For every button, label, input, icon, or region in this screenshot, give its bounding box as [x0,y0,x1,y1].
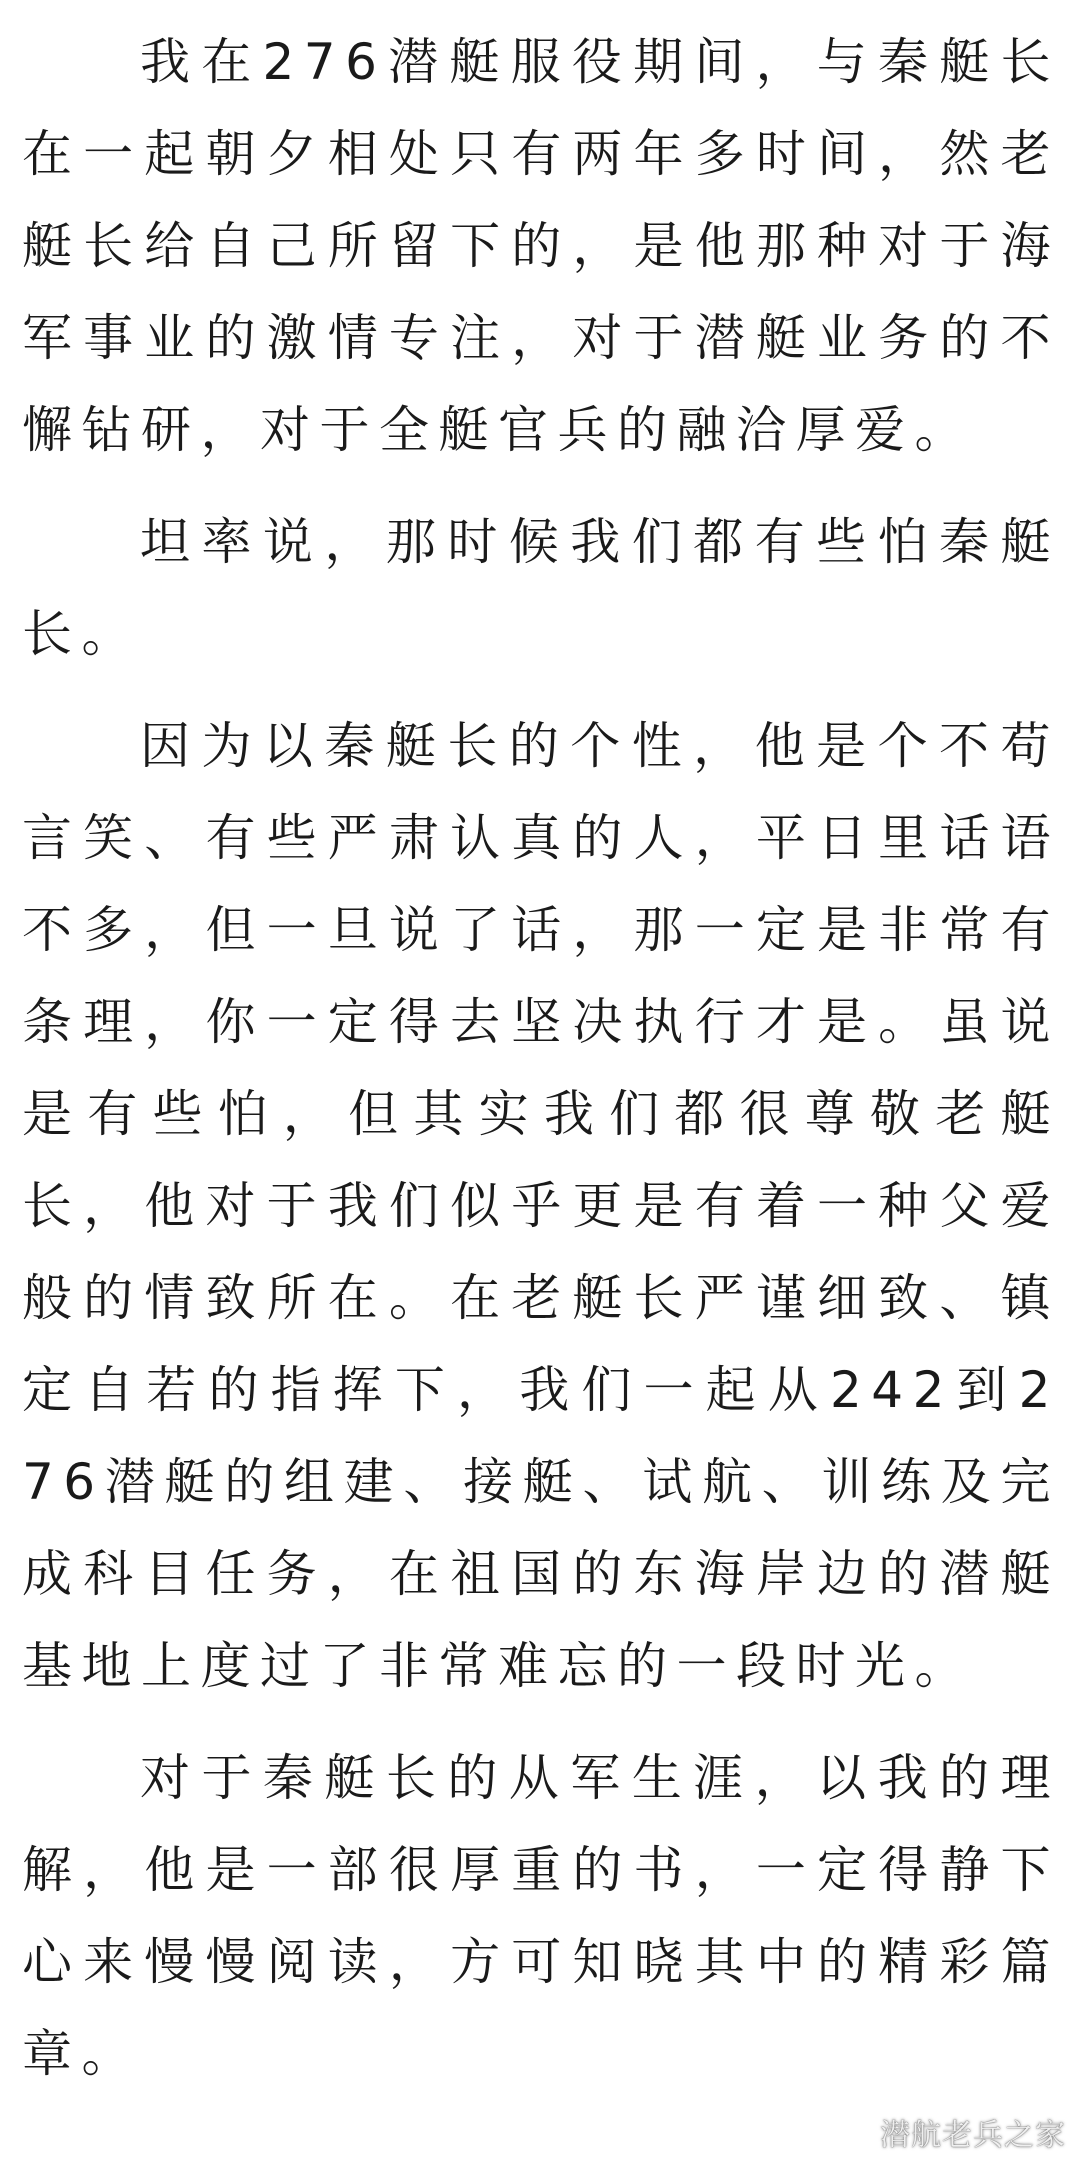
paragraph-1: 我在276潜艇服役期间，与秦艇长在一起朝夕相处只有两年多时间，然老艇长给自己所留下的，是他那种对于海军事业的激情专注，对于潜艇业务的不懈钻研，对于全艇官兵的融洽厚爱。 [22,33,1060,459]
paragraph-3: 因为以秦艇长的个性，他是个不苟言笑、有些严肃认真的人，平日里话语不多，但一旦说了话，那一定是非常有条理，你一定得去坚决执行才是。虽说是有些怕，但其实我们都很尊敬老艇长，他对于我们似乎更是有着一种父爱般的情致所在。在老艇长严谨细致、镇定自若的指挥下，我们一起从242到276潜艇的组建、接艇、试航、训练及完成科目任务，在祖国的东海岸边的潜艇基地上度过了非常难忘的一段时光。 [22,717,1060,1695]
watermark-text: 潜航老兵之家 [880,2118,1066,2153]
article-body [22,16,1060,2100]
paragraph-2: 坦率说，那时候我们都有些怕秦艇长。 [22,513,1060,663]
paragraph-4: 对于秦艇长的从军生涯，以我的理解，他是一部很厚重的书，一定得静下心来慢慢阅读，方可知晓其中的精彩篇章。 [22,1749,1060,2083]
wechat-icon [840,2115,874,2149]
watermark [840,2110,1066,2154]
